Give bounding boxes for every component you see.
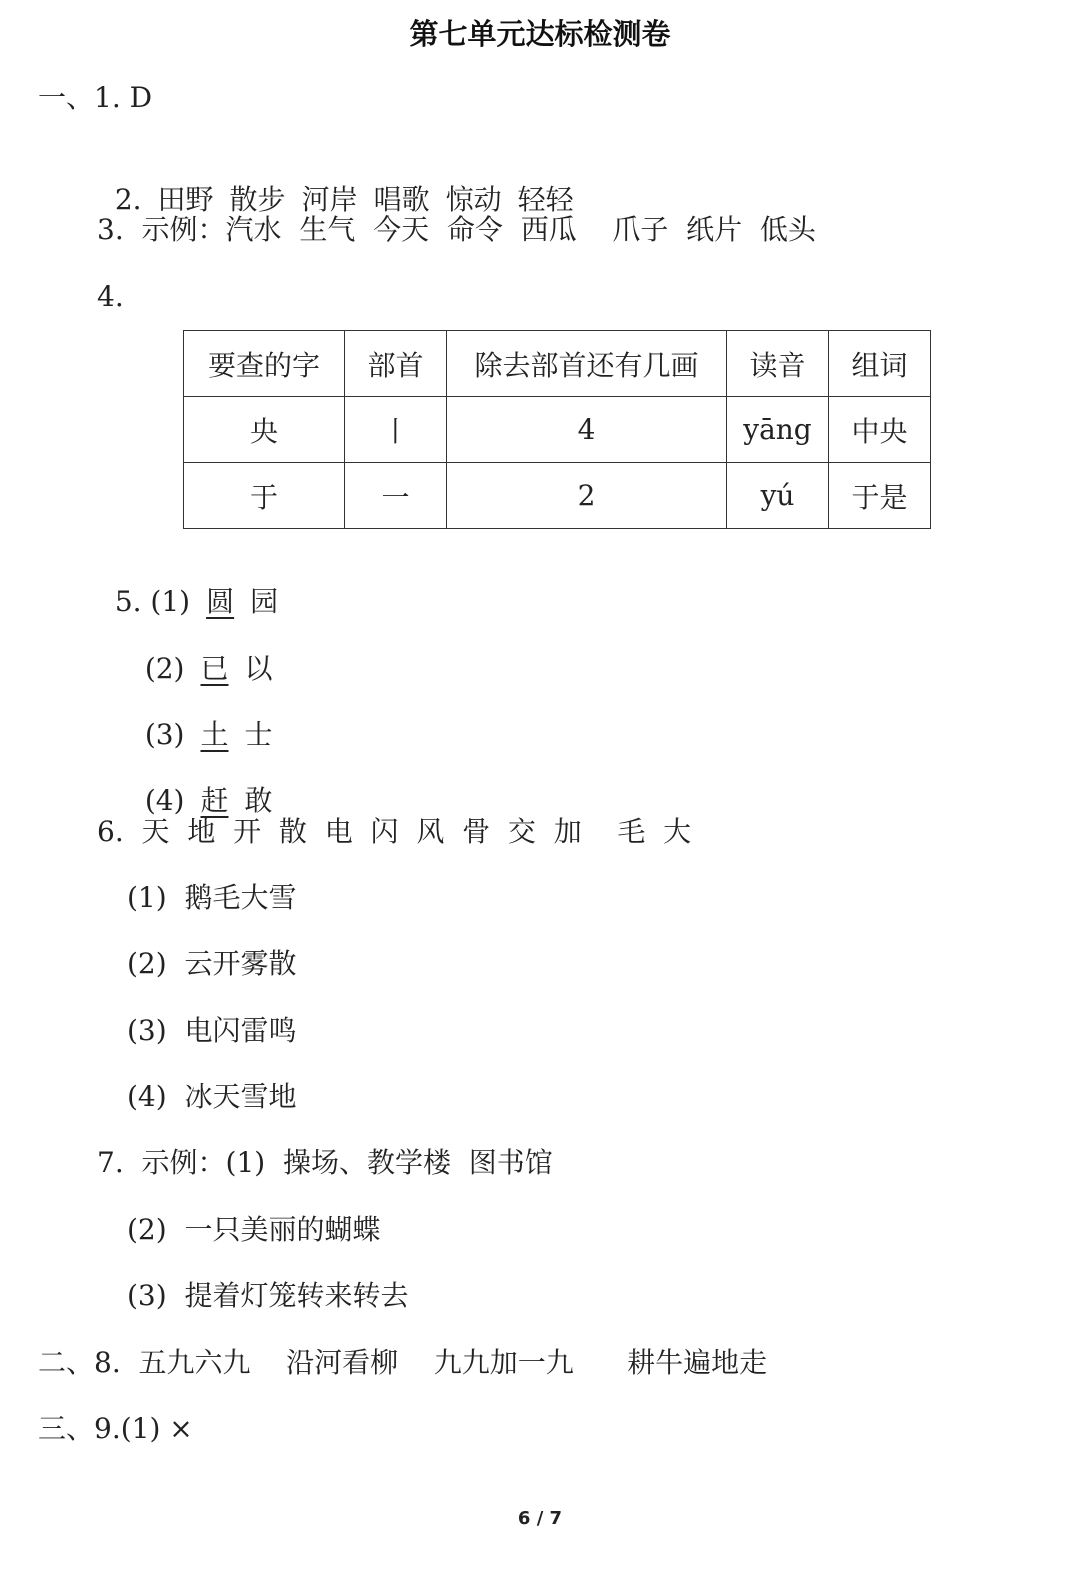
q2-word: 散步 xyxy=(229,183,286,216)
answer-q7-3: (3) 提着灯笼转来转去 xyxy=(127,1279,409,1312)
q2-word: 轻轻 xyxy=(517,183,574,216)
q5-3-label: (3) xyxy=(144,718,185,751)
answer-q5-3 xyxy=(127,681,273,753)
q5-1-label: 5. (1) xyxy=(114,585,191,618)
answer-q5-1 xyxy=(97,548,278,620)
q5-2-underlined-char: 已 xyxy=(200,652,229,685)
answer-q1: 一、1. D xyxy=(38,81,153,114)
answer-q5-2 xyxy=(127,615,273,687)
q2-word: 唱歌 xyxy=(373,183,430,216)
table-row xyxy=(184,397,931,463)
q5-4-underlined-char: 赶 xyxy=(200,784,229,817)
page-number: 6 / 7 xyxy=(517,1508,563,1529)
table-row xyxy=(184,463,931,529)
table-cell: yú xyxy=(727,463,829,529)
q5-1-char: 园 xyxy=(250,585,279,618)
answer-q9: 三、9.(1) × xyxy=(38,1412,193,1445)
answer-q6-3: (3) 电闪雷鸣 xyxy=(127,1014,297,1047)
q5-3-underlined-char: 土 xyxy=(200,718,229,751)
q2-number: 2. xyxy=(114,183,142,216)
q5-2-label: (2) xyxy=(144,652,185,685)
page-title: 第七单元达标检测卷 xyxy=(409,17,671,51)
table-cell: 中央 xyxy=(829,397,931,463)
q5-4-char: 敢 xyxy=(244,784,273,817)
q5-4-label: (4) xyxy=(144,784,185,817)
table-header-cell: 组词 xyxy=(829,331,931,397)
answer-q6: 6. 天 地 开 散 电 闪 风 骨 交 加 毛 大 xyxy=(97,815,692,848)
answer-q3: 3. 示例：汽水 生气 今天 命令 西瓜 爪子 纸片 低头 xyxy=(97,213,816,246)
answer-q8: 二、8. 五九六九 沿河看柳 九九加一九 耕牛遍地走 xyxy=(38,1346,768,1379)
dictionary-lookup-table xyxy=(183,330,931,529)
table-cell: 央 xyxy=(184,397,345,463)
table-header-cell: 读音 xyxy=(727,331,829,397)
answer-q7-2: (2) 一只美丽的蝴蝶 xyxy=(127,1213,381,1246)
q2-word: 田野 xyxy=(157,183,214,216)
table-cell: 2 xyxy=(447,463,727,529)
table-cell: 于 xyxy=(184,463,345,529)
table-header-cell: 要查的字 xyxy=(184,331,345,397)
table-header-cell: 部首 xyxy=(345,331,447,397)
answer-q6-4: (4) 冰天雪地 xyxy=(127,1080,297,1113)
q2-word: 惊动 xyxy=(445,183,502,216)
q5-2-char: 以 xyxy=(244,652,273,685)
q5-1-underlined-char: 圆 xyxy=(206,585,235,618)
answer-q2 xyxy=(97,146,590,218)
answer-q7-1: 7. 示例：(1) 操场、教学楼 图书馆 xyxy=(97,1146,553,1179)
answer-q5-4 xyxy=(127,747,273,819)
answer-q6-1: (1) 鹅毛大雪 xyxy=(127,881,297,914)
table-header-row xyxy=(184,331,931,397)
table-cell: 丨 xyxy=(345,397,447,463)
table-cell: yāng xyxy=(727,397,829,463)
answer-q6-2: (2) 云开雾散 xyxy=(127,947,297,980)
q5-3-char: 士 xyxy=(244,718,273,751)
q2-word: 河岸 xyxy=(301,183,358,216)
table-cell: 4 xyxy=(447,397,727,463)
table-cell: 一 xyxy=(345,463,447,529)
table-cell: 于是 xyxy=(829,463,931,529)
answer-q4: 4. xyxy=(97,280,124,313)
table-header-cell: 除去部首还有几画 xyxy=(447,331,727,397)
